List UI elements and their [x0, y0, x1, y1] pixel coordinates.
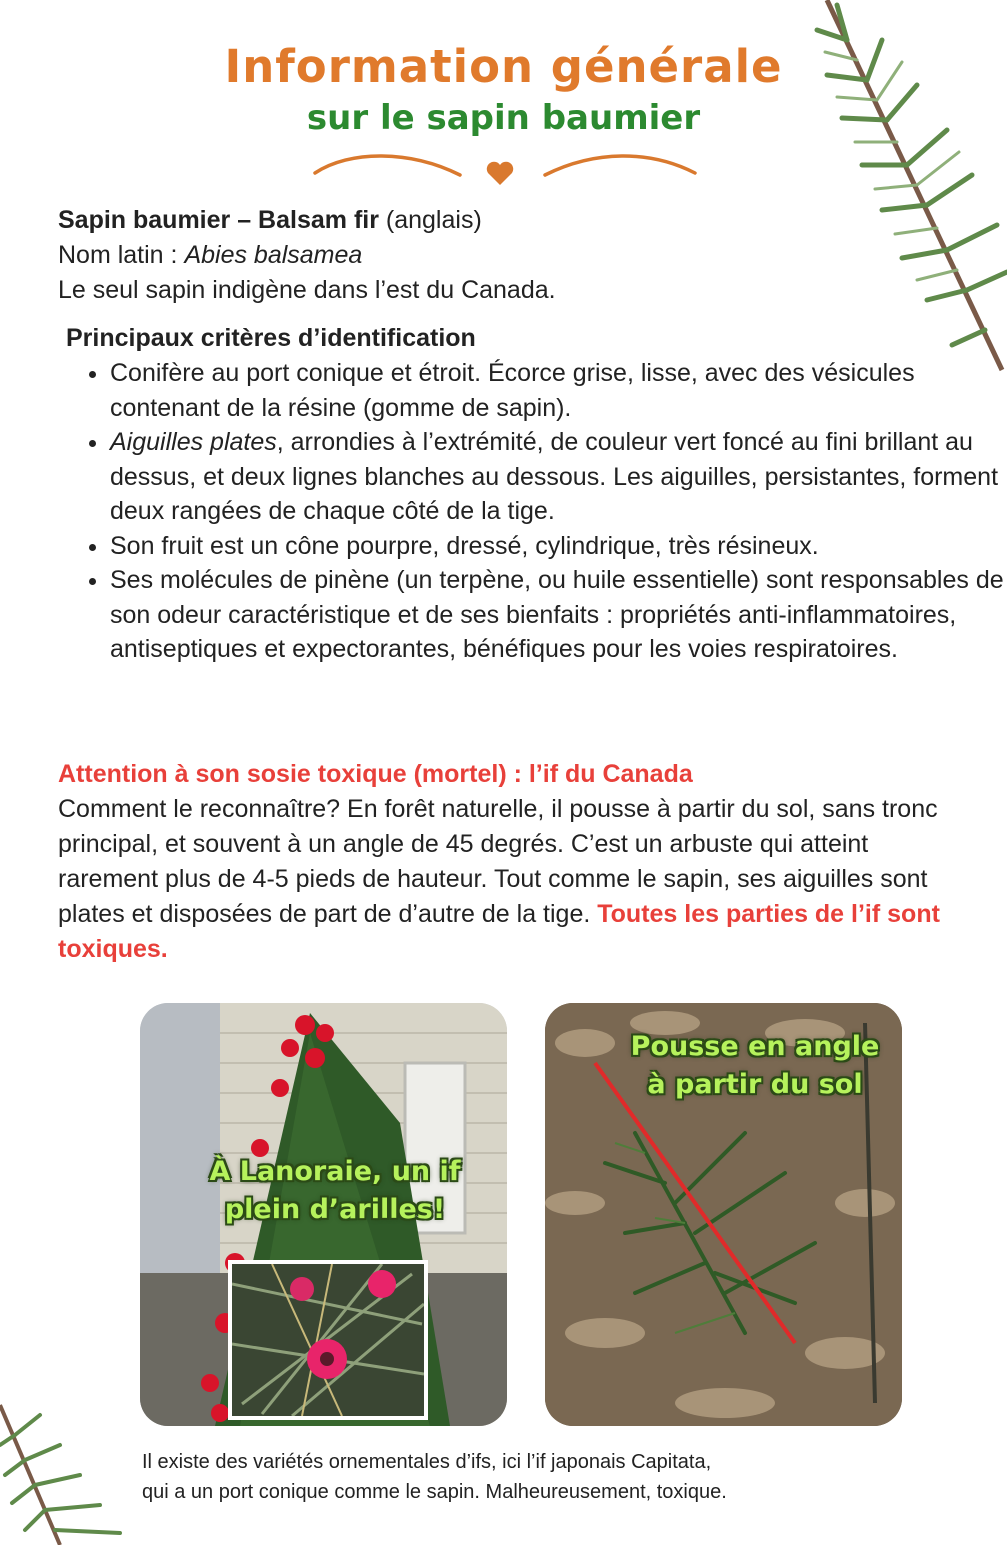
photo-label-left-line1: À Lanoraie, un if — [209, 1156, 461, 1187]
photo-canada-yew — [545, 1003, 902, 1426]
warning-body — [58, 792, 958, 967]
criteria-list — [70, 356, 1007, 667]
heart-icon — [487, 162, 513, 185]
intro-section — [58, 203, 938, 308]
species-name-line — [58, 203, 938, 238]
photo-inset-arils — [228, 1260, 428, 1420]
native-line: Le seul sapin indigène dans l’est du Canada. — [58, 276, 556, 304]
list-item: • Son fruit est un cône pourpre, dressé, cylindrique, très résineux. — [110, 529, 1007, 564]
item-italic: Aiguilles plates — [110, 428, 277, 456]
species-name: Sapin baumier – Balsam fir — [58, 206, 379, 234]
caption-line1: Il existe des variétés ornementales d’ifs, ici l’if japonais Capitata, — [142, 1451, 712, 1473]
photo-caption — [142, 1447, 942, 1507]
page-subtitle: sur le sapin baumier — [306, 98, 701, 138]
photo-label-left — [180, 1153, 490, 1229]
warning-heading: Attention à son sosie toxique (mortel) : l’if du Canada — [58, 760, 693, 788]
decorative-divider — [310, 145, 700, 195]
latin-name: Abies balsamea — [184, 241, 363, 269]
warning-emphasis: Toutes les parties de l’if sont toxiques. — [58, 900, 940, 963]
arils-closeup-illustration — [232, 1264, 424, 1416]
photo-label-right — [615, 1028, 895, 1104]
list-item: • Ses molécules de pinène (un terpène, ou huile essentielle) sont responsables de son odeur caractéristique et de ses bienfaits : propriétés anti-inflammatoires, antiseptiques et expectorantes, bénéfiques pour les voies respiratoires. — [110, 563, 1007, 667]
list-item: • Conifère au port conique et étroit. Écorce grise, lisse, avec des vésicules contenant de la résine (gomme de sapin). — [110, 356, 1007, 425]
photo-label-right-line1: Pousse en angle — [630, 1031, 880, 1062]
list-item — [110, 425, 1007, 529]
warning-section — [58, 757, 958, 967]
species-name-suffix: (anglais) — [378, 206, 482, 234]
photo-label-left-line2: plein d’arilles! — [224, 1194, 446, 1225]
warning-text: Comment le reconnaître? En forêt naturelle, il pousse à partir du sol, sans tronc principal, et souvent à un angle de 45 degrés. C’est un arbuste qui atteint rarement plus de 4-5 pieds de hauteur. Tout comme le sapin, ses aiguilles sont plates et disposées de part de d’autre de la tige. — [58, 795, 938, 928]
criteria-heading: Principaux critères d’identification — [66, 324, 476, 352]
caption-line2: qui a un port conique comme le sapin. Malheureusement, toxique. — [142, 1481, 727, 1503]
item-rest: , arrondies à l’extrémité, de couleur vert foncé au fini brillant au dessus, et deux lignes blanches au dessous. Les aiguilles, persistantes, forment deux rangées de chaque côté de la tige. — [110, 428, 999, 525]
latin-name-line — [58, 238, 938, 273]
fir-branch-bottom-left — [0, 1385, 150, 1545]
photo-label-right-line2: à partir du sol — [647, 1069, 863, 1100]
latin-prefix: Nom latin : — [58, 241, 185, 269]
page-title: Information générale — [224, 40, 783, 93]
photo-ornamental-yew — [140, 1003, 507, 1426]
